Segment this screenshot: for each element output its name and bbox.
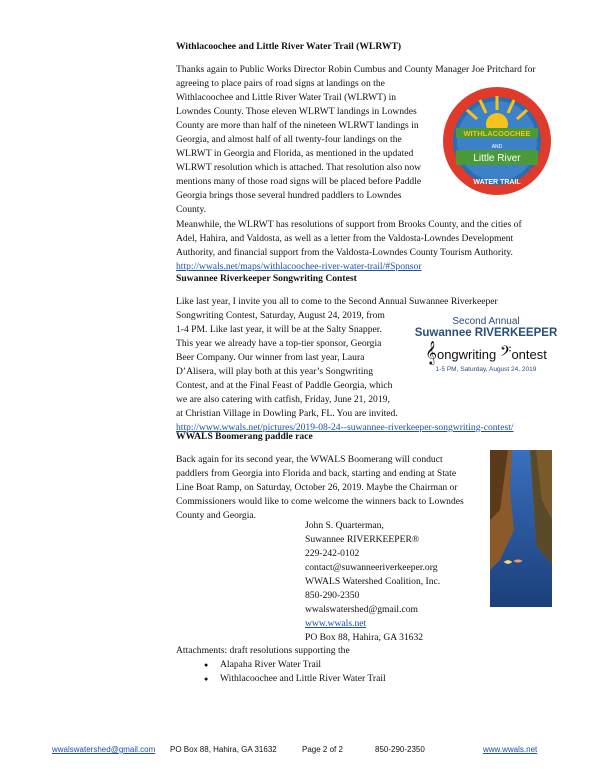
- footer-page-number: Page 2 of 2: [302, 745, 343, 754]
- text-line: Songwriting Contest, Saturday, August 24, 2019, from: [176, 310, 385, 321]
- text-line: Adel, Hahira, and Valdosta, as well as a letter from the Valdosta-Lowndes Development: [176, 233, 514, 244]
- text-line: Meanwhile, the WLRWT has resolutions of support from Brooks County, and the cities of: [176, 219, 522, 230]
- text-line: agreeing to place pairs of road signs at landings on the: [176, 78, 385, 89]
- text-line: County.: [176, 204, 207, 215]
- signature-website-link[interactable]: www.wwals.net: [305, 618, 367, 629]
- graphic-line-4: 1-5 PM, Saturday, August 24, 2019: [435, 366, 537, 373]
- signature-block: [305, 519, 555, 645]
- text-line: Back again for its second year, the WWALS Boomerang will conduct: [176, 454, 443, 465]
- text-line: County are more than half of the nineteen WLRWT landings in: [176, 120, 419, 131]
- signature-line: 229-242-0102: [305, 548, 360, 559]
- logo-and-text: AND: [491, 144, 503, 150]
- treble-clef-icon: 𝄞: [425, 340, 437, 364]
- logo-middle-text: Little River: [473, 153, 521, 164]
- text-line: Beer Company. Our winner from last year, Laura: [176, 352, 365, 363]
- signature-line: WWALS Watershed Coalition, Inc.: [305, 576, 441, 587]
- text-line: Authority, and financial support from the Valdosta-Lowndes County Tourism Authority.: [176, 247, 513, 258]
- text-line: Lowndes County. Those eleven WLRWT landings in Lowndes: [176, 106, 417, 117]
- text-line: Like last year, I invite you all to come to the Second Annual Suwannee Riverkeeper: [176, 296, 498, 307]
- graphic-line-2: Suwannee RIVERKEEPER: [414, 327, 558, 339]
- signature-line: 850-290-2350: [305, 590, 360, 601]
- section-heading-boomerang: WWALS Boomerang paddle race: [176, 431, 313, 442]
- graphic-line-1: Second Annual: [452, 316, 520, 327]
- attachments: [176, 644, 556, 686]
- footer-website-link[interactable]: www.wwals.net: [483, 745, 538, 754]
- footer-address: PO Box 88, Hahira, GA 31632: [170, 745, 277, 754]
- attachments-intro: Attachments: draft resolutions supporting the: [176, 645, 350, 656]
- signature-line: wwalswatershed@gmail.com: [305, 604, 419, 615]
- wlrwt-logo: [442, 86, 552, 196]
- attachment-item: ● Withlacoochee and Little River Water Trail: [198, 672, 556, 686]
- text-line: Line Boat Ramp, on Saturday, October 26, 2019. Maybe the Chairman or: [176, 482, 458, 493]
- wlrwt-paragraph-2: [176, 218, 576, 274]
- text-line: Georgia brings those several hundred paddlers to Lowndes: [176, 190, 402, 201]
- songwriting-contest-link[interactable]: http://www.wwals.net/pictures/2019-08-24--suwannee-riverkeeper-songwriting-contest/: [176, 422, 514, 433]
- text-line: Contest, and at the Final Feast of Paddle Georgia, which: [176, 380, 393, 391]
- signature-address: PO Box 88, Hahira, GA 31632: [305, 632, 424, 643]
- section-heading-wlrwt: Withlacoochee and Little River Water Trail (WLRWT): [176, 41, 402, 52]
- footer-email-link[interactable]: wwalswatershed@gmail.com: [52, 745, 156, 754]
- section-heading-songwriting: Suwannee Riverkeeper Songwriting Contest: [176, 273, 357, 284]
- text-line: WLRWT in Georgia and Florida, as mentioned in the updated: [176, 148, 414, 159]
- signature-line: contact@suwanneeriverkeeper.org: [305, 562, 438, 573]
- graphic-line-3: 𝄞ongwriting 𝄢ontest: [425, 340, 547, 364]
- wlrwt-sponsor-link[interactable]: http://wwals.net/maps/withlacoochee-river-water-trail/#Sponsor: [176, 261, 422, 272]
- attachment-item: ● Alapaha River Water Trail: [198, 658, 556, 672]
- text-line: at Christian Village in Dowling Park, FL. You are invited.: [176, 408, 398, 419]
- text-line: we are also catering with catfish, Friday, June 21, 2019,: [176, 394, 390, 405]
- signature-line: Suwannee RIVERKEEPER®: [305, 534, 420, 545]
- page-footer: [52, 745, 552, 757]
- text-line: mentions many of those road signs will be placed before Paddle: [176, 176, 422, 187]
- text-line: WLRWT resolution which is attached. That resolution also now: [176, 162, 422, 173]
- attachments-list: [198, 658, 556, 686]
- text-line: D’Alisera, will play both at this year’s Songwriting: [176, 366, 373, 377]
- text-line: Thanks again to Public Works Director Robin Cumbus and County Manager Joe Pritchard for: [176, 64, 536, 75]
- signature-line: John S. Quarterman,: [305, 520, 384, 531]
- text-line: paddlers from Georgia into Florida and back, starting and ending at State: [176, 468, 457, 479]
- bass-clef-icon: 𝄢: [499, 343, 512, 364]
- wlrwt-logo-graphic: [442, 86, 552, 196]
- text-line: Commissioners would like to come welcome the winners back to Lowndes: [176, 496, 464, 507]
- footer-phone: 850-290-2350: [375, 745, 425, 754]
- text-line: 1-4 PM. Like last year, it will be at the Salty Snapper.: [176, 324, 382, 335]
- boomerang-paragraph: [176, 453, 488, 523]
- text-line: County and Georgia.: [176, 510, 257, 521]
- text-line: This year we already have a top-tier sponsor, Georgia: [176, 338, 382, 349]
- text-line: Georgia, and almost half of all twenty-four landings on the: [176, 134, 402, 145]
- text-line: Withlacoochee and Little River Water Trail (WLRWT) in: [176, 92, 397, 103]
- songwriting-contest-graphic: [412, 316, 560, 380]
- logo-bottom-text: WATER TRAIL: [473, 179, 521, 186]
- logo-top-text: WITHLACOOCHEE: [463, 129, 531, 138]
